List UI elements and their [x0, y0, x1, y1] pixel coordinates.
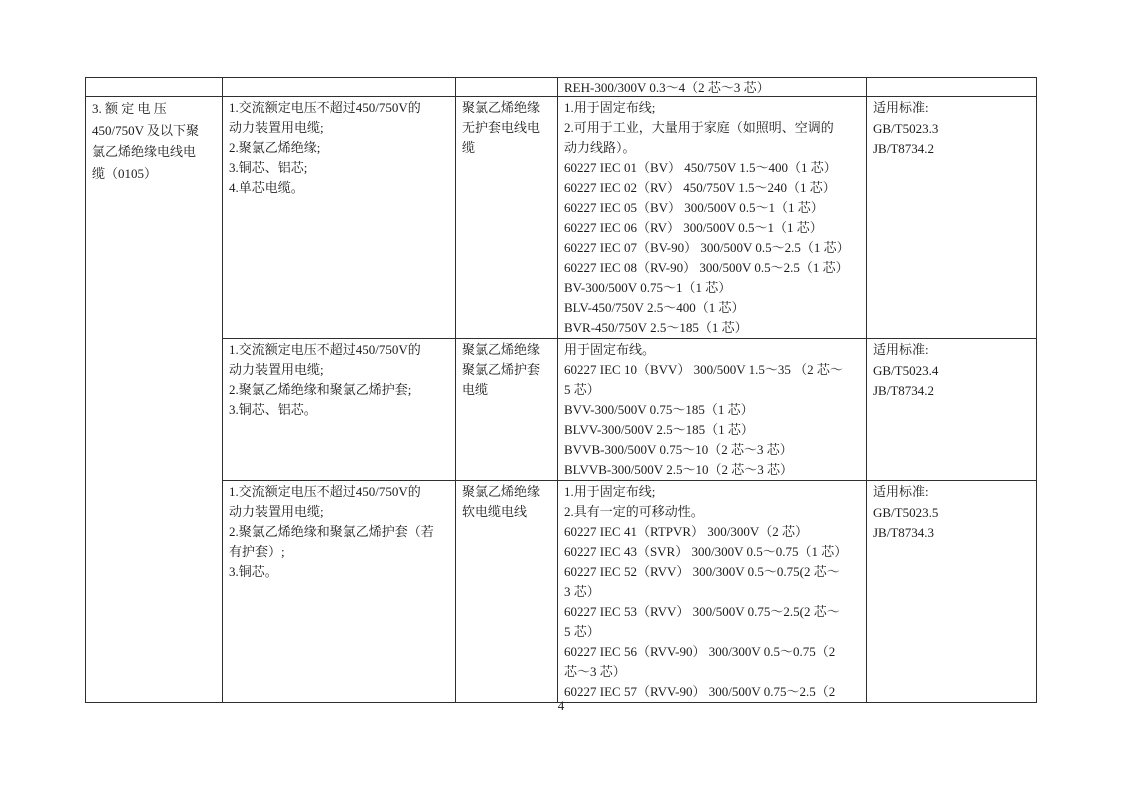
standards-cell-row3 — [867, 481, 1037, 703]
standards-cell-row1 — [867, 97, 1037, 339]
cell-line: BLVVB-300/500V 2.5～10（2 芯～3 芯） — [564, 462, 793, 477]
cell-line: 60227 IEC 52（RVV） 300/300V 0.5～0.75(2 芯～ — [564, 564, 840, 579]
usage-cell-row1 — [558, 97, 867, 339]
carryover-spec-cell — [558, 78, 867, 97]
cell-line: 动力装置用电缆; — [229, 362, 324, 377]
table-row-1 — [86, 97, 1037, 339]
cell-line: 适用标准: — [873, 484, 929, 499]
cell-line: 动力线路）。 — [564, 140, 636, 155]
carryover-category-cell — [86, 78, 223, 97]
features-cell-row3 — [223, 481, 456, 703]
cell-line: 缆（0105） — [92, 165, 158, 181]
cell-line: 60227 IEC 53（RVV） 300/500V 0.75～2.5(2 芯～ — [564, 604, 840, 619]
cell-line: 2.聚氯乙烯绝缘和聚氯乙烯护套; — [229, 382, 412, 397]
cell-line: 无护套电线电 — [462, 120, 541, 135]
cell-line: 1.用于固定布线; — [564, 484, 656, 499]
cell-line: 2.聚氯乙烯绝缘; — [229, 140, 321, 155]
cell-line: BLV-450/750V 2.5～400（1 芯） — [564, 300, 745, 315]
cell-line: BVR-450/750V 2.5～185（1 芯） — [564, 320, 748, 335]
carryover-spec-text: REH-300/300V 0.3～4（2 芯～3 芯） — [564, 80, 770, 95]
usage-cell-row3 — [558, 481, 867, 703]
cell-line: 3 芯） — [564, 584, 600, 599]
cell-line: 4.单芯电缆。 — [229, 180, 304, 195]
cell-line: 450/750V 及以下聚 — [92, 122, 200, 138]
type-cell-row3 — [456, 481, 558, 703]
cell-line: 60227 IEC 56（RVV-90） 300/300V 0.5～0.75（2 — [564, 644, 836, 659]
cell-line: GB/T5023.5 — [873, 504, 939, 520]
cell-line: JB/T8734.2 — [873, 141, 935, 156]
cell-line: 60227 IEC 57（RVV-90） 300/500V 0.75～2.5（2 — [564, 684, 836, 699]
cell-line: 2.可用于工业，大量用于家庭（如照明、空调的 — [564, 120, 834, 135]
cell-line: 2.具有一定的可移动性。 — [564, 504, 704, 519]
features-cell-row2 — [223, 339, 456, 481]
carryover-standards-cell — [867, 78, 1037, 97]
cell-line: 5 芯） — [564, 382, 600, 397]
cable-spec-table — [85, 77, 1037, 703]
type-cell-row1 — [456, 97, 558, 339]
category-cell — [86, 97, 223, 703]
table-row-3 — [86, 481, 1037, 703]
page-number: 4 — [557, 698, 565, 713]
cell-line: 60227 IEC 43（SVR） 300/300V 0.5～0.75（1 芯） — [564, 544, 848, 559]
cell-line: 60227 IEC 07（BV-90） 300/500V 0.5～2.5（1 芯） — [564, 240, 850, 255]
cell-line: BV-300/500V 0.75～1（1 芯） — [564, 280, 732, 295]
cell-line: JB/T8734.2 — [873, 383, 935, 398]
cell-line: 1.交流额定电压不超过450/750V的 — [229, 100, 421, 115]
cell-line: 适用标准: — [873, 342, 929, 357]
cell-line: 3.铜芯、铝芯; — [229, 160, 308, 175]
cell-line: 氯乙烯绝缘电线电 — [92, 144, 197, 159]
cell-line: 聚氯乙烯绝缘 — [462, 484, 541, 499]
cell-line: 动力装置用电缆; — [229, 120, 324, 135]
cell-line: 5 芯） — [564, 624, 600, 639]
cell-line: 聚氯乙烯绝缘 — [462, 342, 541, 357]
cell-line: JB/T8734.3 — [873, 525, 935, 540]
carryover-row — [86, 78, 1037, 97]
cell-line: 动力装置用电缆; — [229, 504, 324, 519]
standards-cell-row2 — [867, 339, 1037, 481]
cell-line: 2.聚氯乙烯绝缘和聚氯乙烯护套（若 — [229, 524, 434, 539]
carryover-features-cell — [223, 78, 456, 97]
cell-line: 用于固定布线。 — [564, 342, 656, 357]
cell-line: 聚氯乙烯绝缘 — [462, 100, 541, 115]
cell-line: GB/T5023.3 — [873, 120, 939, 136]
cell-line: 芯～3 芯） — [564, 664, 626, 679]
type-cell-row2 — [456, 339, 558, 481]
features-cell-row1 — [223, 97, 456, 339]
cell-line: 60227 IEC 10（BVV） 300/500V 1.5～35 （2 芯～ — [564, 362, 843, 377]
cell-line: 1.交流额定电压不超过450/750V的 — [229, 484, 421, 499]
cell-line: 60227 IEC 41（RTPVR） 300/300V（2 芯） — [564, 524, 809, 539]
cell-line: GB/T5023.4 — [873, 362, 939, 378]
cell-line: 适用标准: — [873, 100, 929, 115]
cell-line: 60227 IEC 08（RV-90） 300/500V 0.5～2.5（1 芯） — [564, 260, 849, 275]
carryover-type-cell — [456, 78, 558, 97]
cell-line: BVVB-300/500V 0.75～10（2 芯～3 芯） — [564, 442, 793, 457]
cell-line: 电缆 — [462, 382, 489, 397]
cell-line: BLVV-300/500V 2.5～185（1 芯） — [564, 422, 754, 437]
cell-line: 60227 IEC 05（BV） 300/500V 0.5～1（1 芯） — [564, 200, 824, 215]
usage-cell-row2 — [558, 339, 867, 481]
cell-line: 60227 IEC 02（RV） 450/750V 1.5～240（1 芯） — [564, 180, 836, 195]
cell-line: 聚氯乙烯护套 — [462, 362, 541, 377]
cell-line: 1.用于固定布线; — [564, 100, 656, 115]
cell-line: 3.铜芯。 — [229, 564, 278, 579]
cell-line: 3. 额 定 电 压 — [92, 101, 167, 116]
cell-line: 60227 IEC 01（BV） 450/750V 1.5～400（1 芯） — [564, 160, 837, 175]
cell-line: 3.铜芯、铝芯。 — [229, 402, 317, 417]
cell-line: 软电缆电线 — [462, 504, 528, 519]
cell-line: 有护套）; — [229, 544, 285, 559]
cell-line: BVV-300/500V 0.75～185（1 芯） — [564, 402, 754, 417]
table-row-2 — [86, 339, 1037, 481]
cell-line: 60227 IEC 06（RV） 300/500V 0.5～1（1 芯） — [564, 220, 823, 235]
cell-line: 1.交流额定电压不超过450/750V的 — [229, 342, 421, 357]
cell-line: 缆 — [462, 140, 476, 155]
